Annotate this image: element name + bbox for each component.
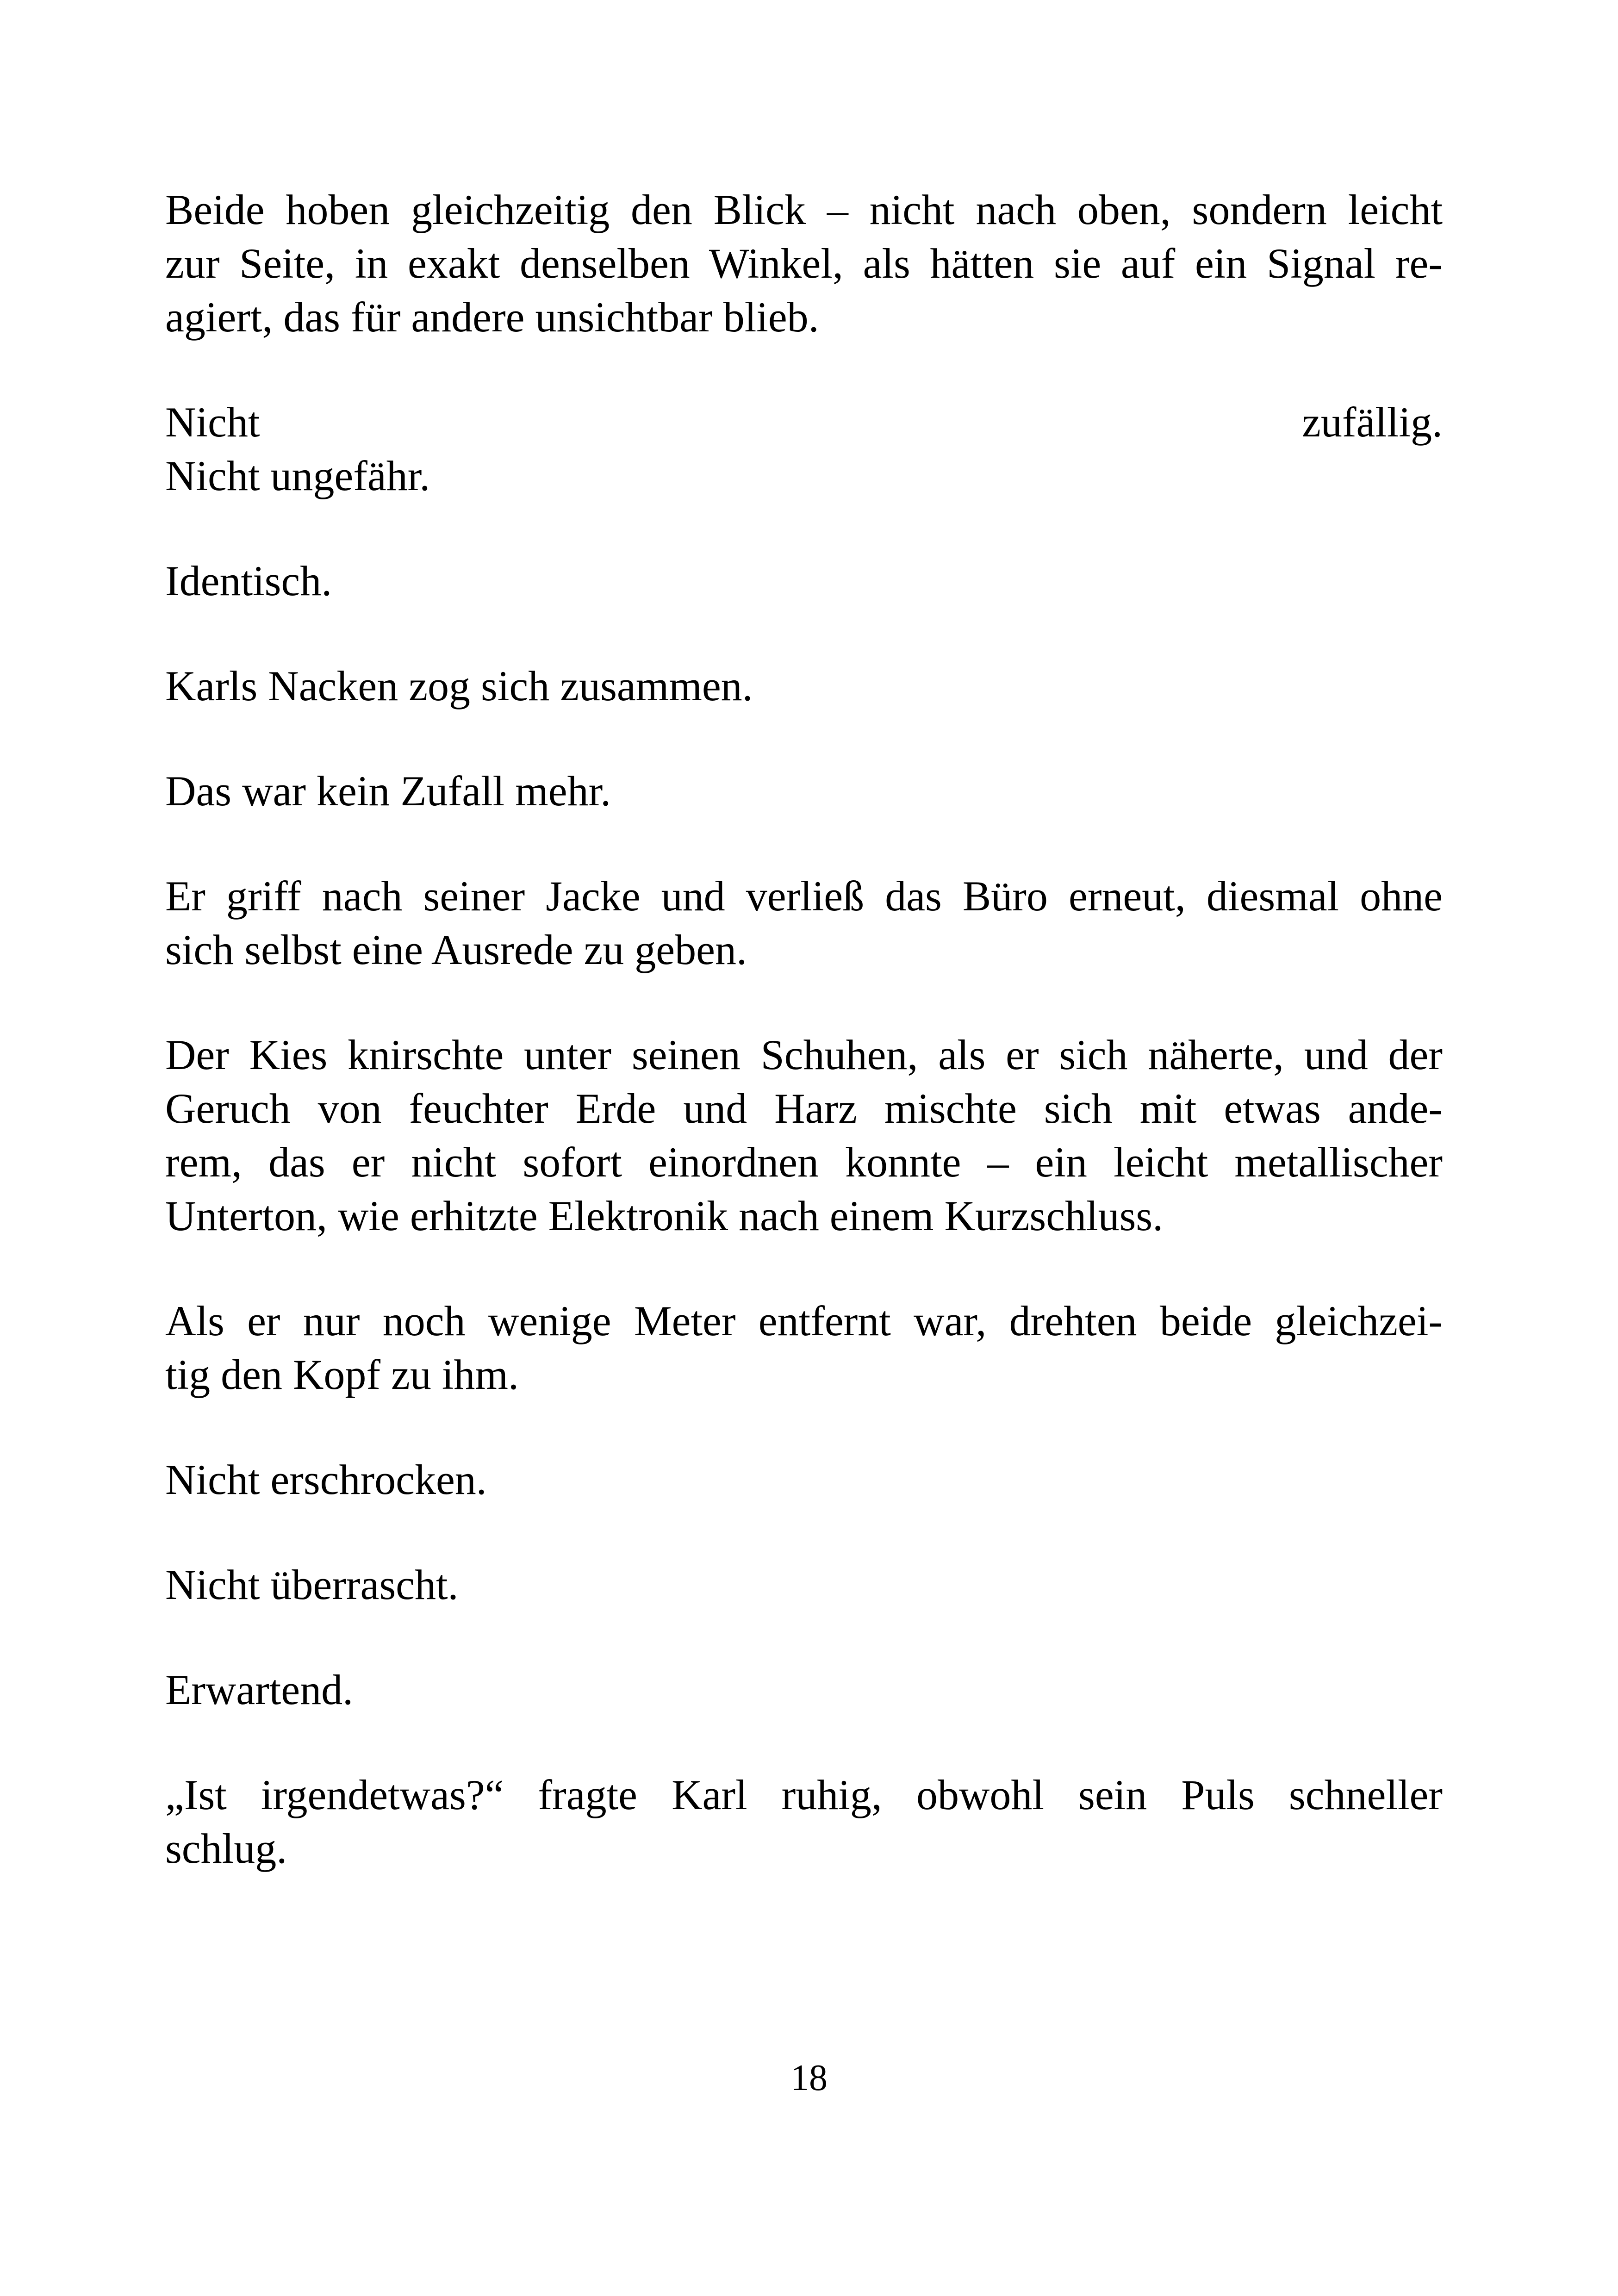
- text-line: Beide hoben gleichzeitig den Blick – nicht nach oben, sondern leicht: [165, 186, 1443, 233]
- text-line: agiert, das für andere unsichtbar blieb.: [165, 293, 819, 341]
- paragraph: [165, 1558, 1443, 1612]
- paragraph: [165, 764, 1443, 818]
- text-line: tig den Kopf zu ihm.: [165, 1351, 519, 1398]
- text-line: Geruch von feuchter Erde und Harz mischte sich mit etwas ande-: [165, 1085, 1443, 1132]
- text-line: rem, das er nicht sofort einordnen konnte – ein leicht metallischer: [165, 1139, 1443, 1186]
- paragraph: [165, 1294, 1443, 1401]
- text-line: Nicht überrascht.: [165, 1561, 459, 1608]
- text-line: Nicht erschrocken.: [165, 1456, 487, 1503]
- text-line: Erwartend.: [165, 1666, 354, 1713]
- paragraph: [165, 1768, 1443, 1875]
- paragraph: [165, 395, 1443, 503]
- text-line: zur Seite, in exakt denselben Winkel, als hätten sie auf ein Signal re-: [165, 240, 1443, 287]
- paragraph: [165, 1028, 1443, 1243]
- paragraph: [165, 1453, 1443, 1506]
- text-line: Das war kein Zufall mehr.: [165, 767, 611, 815]
- text-line: Nicht ungefähr.: [165, 452, 430, 499]
- text-line: „Ist irgendetwas?“ fragte Karl ruhig, obwohl sein Puls schneller: [165, 1771, 1443, 1818]
- text-line: sich selbst eine Ausrede zu geben.: [165, 926, 747, 973]
- text-line: Identisch.: [165, 557, 332, 604]
- text-line: Er griff nach seiner Jacke und verließ das Büro erneut, diesmal ohne: [165, 872, 1443, 920]
- text-line: Nicht zufällig.: [165, 398, 1443, 446]
- paragraph: [165, 183, 1443, 344]
- text-line: schlug.: [165, 1825, 287, 1872]
- text-line: Der Kies knirschte unter seinen Schuhen, als er sich näherte, und der: [165, 1031, 1443, 1078]
- paragraph: [165, 659, 1443, 713]
- paragraph: [165, 554, 1443, 608]
- text-line: Unterton, wie erhitzte Elektronik nach einem Kurzschluss.: [165, 1192, 1164, 1239]
- paragraph: [165, 1663, 1443, 1717]
- body-text: [165, 183, 1443, 1927]
- text-line: Als er nur noch wenige Meter entfernt war, drehten beide gleichzei-: [165, 1297, 1443, 1344]
- page-number: 18: [790, 2058, 828, 2098]
- paragraph: [165, 869, 1443, 977]
- text-line: Karls Nacken zog sich zusammen.: [165, 662, 753, 709]
